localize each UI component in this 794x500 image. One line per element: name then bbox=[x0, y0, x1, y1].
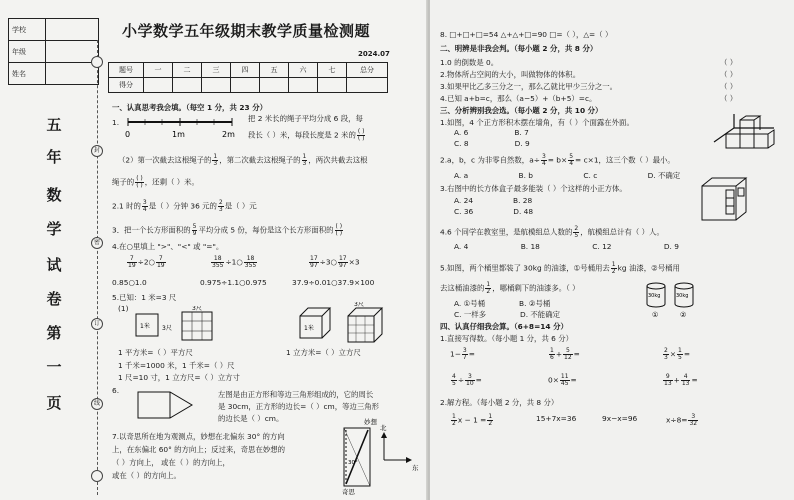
exam-title: 小学数学五年级期末教学质量检测题 bbox=[122, 22, 371, 40]
vertical-title-char: 年 bbox=[46, 148, 62, 166]
vertical-title-char: 第 bbox=[46, 324, 62, 342]
q1-part2: （2）第一次截去这根绳子的 $\frac{1}{3}$ ，第二次截去这根绳子的 $\frac{1}{3}$ ，两次共截去这根 bbox=[118, 153, 368, 167]
choice-option[interactable]: A. 24 bbox=[454, 196, 474, 205]
vertical-title-char: 页 bbox=[46, 394, 62, 412]
calc-item: $\frac{4}{5}$ ÷ $\frac{3}{10}$ = bbox=[452, 373, 482, 387]
choice-question: 3.右图中的长方体盒子最多能装（ ）个这样的小正方体。 bbox=[440, 184, 627, 193]
score-cell[interactable] bbox=[318, 78, 347, 93]
fraction: $\frac{1}{3}$ bbox=[302, 153, 307, 167]
choice-question: 2.a，b，c 为非零自然数，a÷ $\frac{3}{4}$ = b× $\frac{5}{4}$ = c×1，这三个数（ ）最小。 bbox=[440, 153, 675, 167]
choice-option[interactable]: B. b bbox=[518, 171, 533, 180]
fraction: $\frac{1}{3}$ bbox=[213, 153, 218, 167]
q5-blank-1: 1 平方米=（ ）平方尺 bbox=[118, 348, 193, 357]
score-header: 五 bbox=[260, 63, 289, 78]
ruler-label: 1m bbox=[172, 130, 185, 139]
choice-option[interactable]: C. 8 bbox=[454, 139, 469, 148]
fig-label: 3尺 bbox=[192, 306, 202, 312]
binding-hole: 密 bbox=[91, 237, 103, 249]
student-info-table bbox=[8, 18, 99, 85]
choice-question: 4.6 个同学在教室里，是航模组总人数的 $\frac{2}{5}$ ，航模组总计有（ ）人。 bbox=[440, 225, 664, 239]
name-field[interactable] bbox=[46, 63, 99, 85]
binding-hole: 线 bbox=[91, 398, 103, 410]
map-label-top: 妙想 bbox=[364, 418, 377, 426]
choice-options bbox=[454, 170, 680, 181]
vertical-title-char: 五 bbox=[46, 116, 62, 134]
q3: 3．把一个长方形面积的 $\frac{5}{9}$ 平均分成 5 份，每份是这个长方形面积的 ( ) ( ) bbox=[112, 223, 343, 237]
map-east: 东 bbox=[412, 464, 419, 472]
choice-option[interactable]: B. ②号桶 bbox=[519, 299, 551, 308]
q4-compare-item: 0.85○1.0 bbox=[112, 278, 147, 287]
score-header: 六 bbox=[289, 63, 318, 78]
q5-blank-2: 1 立方米=（ ）立方尺 bbox=[286, 348, 361, 357]
fraction: ( ) ( ) bbox=[357, 128, 365, 142]
q4-compare-item: 37.9÷0.01○37.9×100 bbox=[292, 278, 375, 287]
calc-item: 0× $\frac{11}{45}$ = bbox=[548, 373, 577, 387]
grade-label: 年级 bbox=[9, 41, 46, 63]
q1-number: 1. bbox=[112, 118, 120, 127]
q5-blank-4: 1 尺=10 寸，1 立方尺=（ ）立方寸 bbox=[118, 373, 240, 382]
vertical-title-char: 试 bbox=[46, 256, 62, 274]
judge-item: 2.物体所占空间的大小，叫做物体的体积。 bbox=[440, 70, 581, 79]
fig-label: 3尺 bbox=[354, 302, 364, 308]
choice-option[interactable]: B. 18 bbox=[520, 242, 540, 251]
calc-item: 1− $\frac{3}{7}$ = bbox=[450, 347, 475, 361]
exam-date: 2024.07 bbox=[358, 50, 390, 58]
choice-option[interactable]: A. 6 bbox=[454, 128, 469, 137]
choice-options bbox=[454, 242, 679, 253]
vertical-title-char: 卷 bbox=[46, 290, 62, 308]
binding-line bbox=[97, 40, 98, 495]
choice-option[interactable]: C. 一样多 bbox=[454, 310, 487, 319]
choice-options bbox=[454, 196, 533, 218]
fraction: ( ) ( ) bbox=[335, 223, 343, 237]
binding-hole: 订 bbox=[91, 318, 103, 330]
fig-label: 1米 bbox=[304, 325, 314, 332]
choice-option[interactable]: C. 12 bbox=[592, 242, 612, 251]
score-cell[interactable] bbox=[173, 78, 202, 93]
choice-option[interactable]: D. 9 bbox=[663, 242, 679, 251]
score-header: 七 bbox=[318, 63, 347, 78]
choice-question: 去这桶油漆的 $\frac{1}{2}$ ，哪桶剩下的油漆多。（ ） bbox=[440, 281, 580, 295]
cube-corner-figure bbox=[712, 112, 778, 156]
q6-number: 6. bbox=[112, 386, 120, 395]
box-figure bbox=[698, 176, 758, 224]
section-1-heading: 一、认真思考我会填。（每空 1 分，共 23 分） bbox=[112, 103, 268, 112]
choice-question: 1.如图，4 个正方形积木摆在墙角，有（ ）个面露在外面。 bbox=[440, 118, 634, 127]
choice-question: 5.如图，两个桶里都装了 30kg 的油漆，①号桶用去 $\frac{1}{2}$ kg 油漆，②号桶用 bbox=[440, 261, 680, 275]
judge-paren[interactable]: （ ） bbox=[720, 70, 738, 79]
fig-label: 3尺 bbox=[162, 325, 172, 332]
bucket-figures bbox=[642, 280, 702, 320]
bucket-num: ② bbox=[680, 311, 687, 319]
score-cell[interactable] bbox=[202, 78, 231, 93]
choice-option[interactable]: D. 不确定 bbox=[647, 171, 681, 180]
fraction: $\frac{5}{9}$ bbox=[192, 223, 197, 237]
calc-item: $\frac{9}{13}$ + $\frac{4}{13}$ = bbox=[664, 373, 698, 387]
score-cell[interactable] bbox=[231, 78, 260, 93]
q5-text: 5.已知：1 米=3 尺 bbox=[112, 293, 177, 302]
q1-text-line2 bbox=[248, 129, 366, 142]
section-2-heading: 二、明辨是非我会判。（每小题 2 分，共 8 分） bbox=[440, 44, 598, 53]
name-label: 姓名 bbox=[9, 63, 46, 85]
map-label-bottom: 奇思 bbox=[342, 488, 355, 496]
choice-option[interactable]: D. 48 bbox=[513, 207, 534, 216]
q1-text: 段长（ ）米，每段长度是 2 米的 bbox=[248, 130, 356, 140]
choice-options bbox=[454, 128, 530, 150]
choice-option[interactable]: B. 7 bbox=[514, 128, 529, 137]
binding-hole bbox=[91, 56, 103, 68]
judge-paren[interactable]: （ ） bbox=[720, 82, 738, 91]
equation-item: 15+7x=36 bbox=[536, 414, 577, 423]
fraction: ( ) ( ) bbox=[136, 175, 143, 189]
choice-option[interactable]: C. c bbox=[583, 171, 598, 180]
q4-compare-item: $\frac{7}{19}$ ÷2○ $\frac{7}{19}$ bbox=[128, 255, 165, 269]
q7-text: 7.以奇思所在地为观测点，妙想在北偏东 30° 的方向 bbox=[112, 432, 285, 441]
q6-text: 左图是由正方形和等边三角形组成的，它的周长 bbox=[218, 390, 374, 399]
judge-paren[interactable]: （ ） bbox=[720, 58, 738, 67]
equation-item: 9x−x=96 bbox=[602, 414, 638, 423]
binding-hole bbox=[91, 470, 103, 482]
q4-compare-item: $\frac{18}{355}$ ÷1○ $\frac{18}{355}$ bbox=[212, 255, 257, 269]
right-page bbox=[430, 0, 794, 500]
q2: 2.1 时的 $\frac{3}{4}$ 是（ ）分钟 36 元的 $\frac{2}{3}$ 是（ ）元 bbox=[112, 199, 257, 213]
score-cell[interactable] bbox=[260, 78, 289, 93]
score-header: 总分 bbox=[347, 63, 388, 78]
calc-item: $\frac{2}{3}$ × $\frac{1}{5}$ = bbox=[664, 347, 691, 361]
fig-label: 1米 bbox=[140, 323, 150, 330]
pentagon-figure bbox=[134, 388, 196, 422]
school-label: 学校 bbox=[9, 19, 46, 41]
q1-text: 把 2 米长的绳子平均分成 6 段，每 bbox=[248, 114, 363, 123]
q8-text: 8. □+□+□=54 △+△+□=90 □=（ ），△=（ ） bbox=[440, 30, 613, 39]
vertical-title-char: 学 bbox=[46, 220, 62, 238]
direction-map bbox=[338, 414, 424, 496]
q7-text: （ ）方向上， 或在（ ）的方向上， bbox=[112, 458, 230, 467]
choice-option[interactable]: A. a bbox=[454, 171, 469, 180]
score-cell[interactable] bbox=[347, 78, 388, 93]
fraction: $\frac{3}{4}$ bbox=[142, 199, 147, 213]
choice-option[interactable]: D. 9 bbox=[514, 139, 530, 148]
map-north: 北 bbox=[380, 424, 387, 432]
score-header: 二 bbox=[173, 63, 202, 78]
bucket-label: 30kg bbox=[676, 293, 689, 299]
fraction: $\frac{2}{3}$ bbox=[218, 199, 223, 213]
vertical-title-char: 一 bbox=[46, 358, 62, 376]
map-angle: 30° bbox=[348, 460, 358, 466]
q6-text: 的边长是（ ）cm。 bbox=[218, 414, 284, 423]
score-header: 三 bbox=[202, 63, 231, 78]
choice-option[interactable]: A. 4 bbox=[454, 242, 469, 251]
section-4-heading: 四、认真仔细我会算。（6+8=14 分） bbox=[440, 322, 568, 331]
score-row-label: 得分 bbox=[109, 78, 144, 93]
cube-figures bbox=[292, 302, 392, 346]
score-header: 四 bbox=[231, 63, 260, 78]
equation-heading: 2.解方程。（每小题 2 分，共 8 分） bbox=[440, 398, 559, 407]
judge-item: 4.已知 a+b=c，那么（a−5）+（b+5）=c。 bbox=[440, 94, 597, 103]
section-3-heading: 三、分析辨别我会选。（每小题 2 分，共 10 分） bbox=[440, 106, 603, 115]
score-cell[interactable] bbox=[144, 78, 173, 93]
equation-item: x÷8= $\frac{3}{32}$ bbox=[666, 413, 698, 427]
q5-blank-3: 1 千米=1000 米，1 千米=（ ）尺 bbox=[118, 361, 235, 370]
bucket-num: ① bbox=[652, 311, 659, 319]
choice-option[interactable]: A. ①号桶 bbox=[454, 299, 486, 308]
bucket-label: 30kg bbox=[648, 293, 661, 299]
q7-text: 上，在东偏北 60° 的方向上；反过来，奇思在妙想的 bbox=[112, 445, 286, 454]
vertical-title-char: 数 bbox=[46, 186, 62, 204]
ruler-figure bbox=[122, 116, 238, 140]
calc-heading: 1.直接写得数。（每小题 1 分，共 6 分） bbox=[440, 334, 574, 343]
calc-item: $\frac{1}{6}$ + $\frac{5}{12}$ = bbox=[550, 347, 580, 361]
binding-hole: 封 bbox=[91, 145, 103, 157]
q4-compare-item: $\frac{17}{97}$ ÷3○ $\frac{17}{97}$ ×3 bbox=[310, 255, 360, 269]
score-header: 题号 bbox=[109, 63, 144, 78]
score-cell[interactable] bbox=[289, 78, 318, 93]
square-figures bbox=[130, 306, 224, 344]
q7-text: 或在（ ）的方向上。 bbox=[112, 471, 181, 480]
choice-options bbox=[454, 298, 560, 320]
equation-item: $\frac{1}{2}$ x − 1 = $\frac{1}{2}$ bbox=[452, 413, 493, 427]
q6-text: 是 30cm，正方形的边长=（ ）cm，等边三角形 bbox=[218, 402, 380, 411]
ruler-label: 2m bbox=[222, 130, 235, 139]
q4-compare-item: 0.975÷1.1○0.975 bbox=[200, 278, 267, 287]
score-table bbox=[108, 62, 388, 93]
judge-paren[interactable]: （ ） bbox=[720, 94, 738, 103]
ruler-label: 0 bbox=[125, 130, 131, 139]
score-header: 一 bbox=[144, 63, 173, 78]
judge-item: 3.如果甲比乙多三分之一，那么乙就比甲少三分之一。 bbox=[440, 82, 618, 91]
choice-option[interactable]: B. 28 bbox=[513, 196, 533, 205]
q1-part2-line2: 绳子的 ( ) ( ) ，还剩（ ）米。 bbox=[112, 175, 199, 189]
judge-item: 1.0 的倒数是 0。 bbox=[440, 58, 499, 67]
q4-text: 4.在○里填上 ">"、"<" 或 "="。 bbox=[112, 242, 224, 251]
choice-option[interactable]: D. 不能确定 bbox=[520, 310, 560, 319]
choice-option[interactable]: C. 36 bbox=[454, 207, 474, 216]
q5-sub: (1) bbox=[118, 304, 129, 313]
school-field[interactable] bbox=[46, 19, 99, 41]
